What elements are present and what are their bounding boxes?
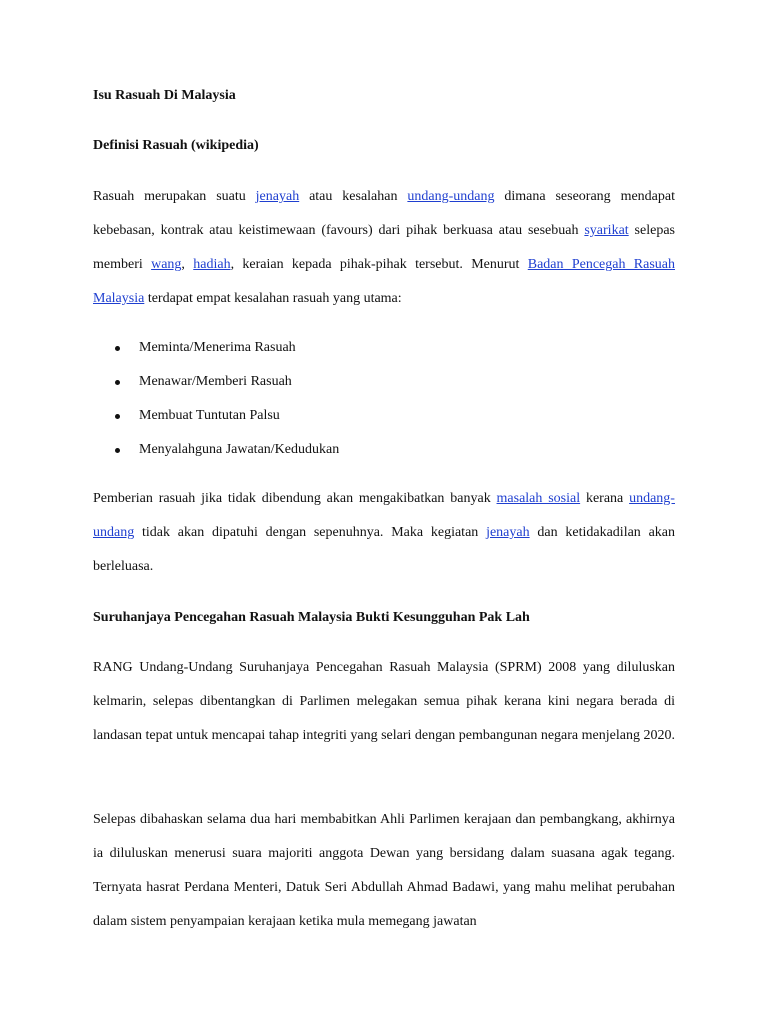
- offence-list: [93, 331, 675, 467]
- hyperlink-wang[interactable]: wang: [151, 257, 182, 272]
- hyperlink-undang-undang[interactable]: undang-undang: [407, 189, 495, 204]
- hyperlink-masalah-sosial[interactable]: masalah sosial: [496, 491, 581, 506]
- hyperlink-hadiah[interactable]: hadiah: [193, 257, 231, 272]
- debate-paragraph: Selepas dibahaskan selama dua hari membabitkan Ahli Parlimen kerajaan dan pembangkang, akhirnya ia diluluskan menerusi suara majoriti anggota Dewan yang bersidang dalam suasana agak tegang. Ternyata hasrat Perdana Menteri, Datuk Seri Abdullah Ahmad Badawi, yang mahu melihat perubahan dalam sistem penyampaian kerajaan ketika mula memegang jawatan: [93, 812, 675, 929]
- sprm-paragraph: RANG Undang-Undang Suruhanjaya Pencegahan Rasuah Malaysia (SPRM) 2008 yang diluluskan kelmarin, selepas dibentangkan di Parlimen melegakan semua pihak kerana kini negara berada di landasan tepat untuk mencapai tahap integriti yang selari dengan pembangunan negara menjelang 2020.: [93, 660, 675, 743]
- list-item: [93, 399, 675, 433]
- bullet-icon: [115, 380, 120, 385]
- definition-heading: Definisi Rasuah (wikipedia): [93, 138, 259, 153]
- hyperlink-badan-pencegah-rasuah[interactable]: Badan Pencegah Rasuah: [527, 257, 676, 272]
- section-heading: Suruhanjaya Pencegahan Rasuah Malaysia Bukti Kesungguhan Pak Lah: [93, 610, 530, 625]
- hyperlink-jenayah[interactable]: jenayah: [255, 189, 300, 204]
- list-item-label: Menyalahguna Jawatan/Kedudukan: [139, 442, 340, 457]
- hyperlink-undang-undang[interactable]: undang-undang: [93, 491, 675, 540]
- definition-paragraph: Rasuah merupakan suatu jenayah atau kesalahan undang-undang dimana seseorang mendapat kebebasan, kontrak atau keistimewaan (favours) dari pihak berkuasa atau sesebuah syarikat selepas memberi wang, hadiah, keraian kepada pihak-pihak tersebut. Menurut Badan Pencegah Rasuah Malaysia terdapat empat kesalahan rasuah yang utama:: [93, 189, 676, 306]
- list-item-label: Meminta/Menerima Rasuah: [139, 340, 296, 355]
- list-item: [93, 365, 675, 399]
- consequence-paragraph: Pemberian rasuah jika tidak dibendung akan mengakibatkan banyak masalah sosial kerana undang-undang tidak akan dipatuhi dengan sepenuhnya. Maka kegiatan jenayah dan ketidakadilan akan berleluasa.: [93, 491, 676, 574]
- list-item: [93, 331, 675, 365]
- document-title: Isu Rasuah Di Malaysia: [93, 88, 236, 103]
- list-item: [93, 433, 675, 467]
- list-item-label: Menawar/Memberi Rasuah: [139, 374, 292, 389]
- hyperlink-malaysia[interactable]: Malaysia: [93, 291, 145, 306]
- list-item-label: Membuat Tuntutan Palsu: [139, 408, 280, 423]
- hyperlink-jenayah[interactable]: jenayah: [486, 525, 530, 540]
- bullet-icon: [115, 448, 120, 453]
- bullet-icon: [115, 346, 120, 351]
- bullet-icon: [115, 414, 120, 419]
- hyperlink-syarikat[interactable]: syarikat: [584, 223, 629, 238]
